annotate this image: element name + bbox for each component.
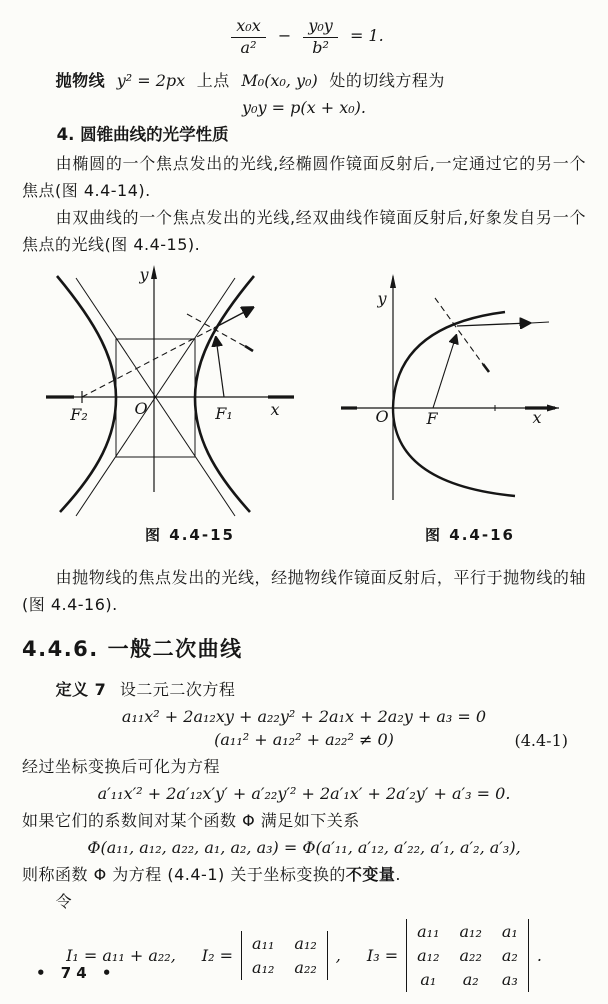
incident-ray-from-f xyxy=(433,336,456,408)
intro-end-text: 处的切线方程为 xyxy=(329,70,445,90)
equation-rhs: = 1. xyxy=(349,25,384,45)
det-cell: a₁₁ xyxy=(417,921,440,941)
coefficient-constraint-line xyxy=(22,730,586,749)
invariant-pre-text: 则称函数 Φ 为方程 (4.4-1) 关于坐标变换的 xyxy=(22,864,346,884)
y-axis-arrow xyxy=(390,274,396,288)
focus-f-label: F xyxy=(426,408,438,428)
det-cell: a₁₂ xyxy=(252,957,275,977)
coefficient-constraint: (a₁₁² + a₁₂² + a₂₂² ≠ 0) xyxy=(214,729,394,749)
i3-determinant xyxy=(406,919,529,992)
i2-separator: , xyxy=(335,945,341,965)
parabola-upper-branch xyxy=(393,312,505,408)
i3-lhs: I₃ = xyxy=(366,945,399,965)
reflected-ray xyxy=(214,308,252,328)
det-cell: a₃ xyxy=(501,969,518,989)
optics-heading: 4. 圆锥曲线的光学性质 xyxy=(56,124,229,144)
y-axis-arrow xyxy=(151,265,157,279)
parabola-lower-branch xyxy=(393,408,515,496)
dashed-tangent-end xyxy=(483,364,489,372)
x-axis-arrow xyxy=(547,404,559,411)
i2-determinant xyxy=(241,931,328,980)
dashed-tangent-end xyxy=(245,346,253,351)
det-cell: a₁₂ xyxy=(294,933,317,953)
figure-16-caption: 图 4.4-16 xyxy=(425,525,515,544)
invariant-definition-line xyxy=(22,861,586,888)
x-axis-label: x xyxy=(270,399,280,419)
fraction-x-term xyxy=(231,18,265,57)
parabola-label: 抛物线 xyxy=(55,70,106,90)
figure-parabola-reflection xyxy=(335,268,575,518)
invariant-i2 xyxy=(202,931,341,980)
incident-ray-from-f1 xyxy=(216,338,224,397)
reflected-ray-parallel-axis xyxy=(457,323,529,326)
det-cell: a₁₁ xyxy=(252,933,275,953)
det-cell: a₂₂ xyxy=(294,957,317,977)
asymptote-rectangle xyxy=(116,339,195,457)
det-cell: a₂ xyxy=(501,945,518,965)
paragraph-hyperbola-optics: 由双曲线的一个焦点发出的光线,经双曲线作镜面反射后,好象发自另一个焦点的光线(图 4.4-15). xyxy=(22,207,586,254)
phi-equation: Φ(a₁₁, a₁₂, a₂₂, a₁, a₂, a₃) = Φ(a′₁₁, a′₁₂, a′₂₂, a′₁, a′₂, a′₃), xyxy=(87,837,521,857)
dashed-tangent-line xyxy=(187,314,248,348)
det-cell: a₁ xyxy=(501,921,518,941)
invariant-i1: I₁ = a₁₁ + a₂₂, xyxy=(66,945,176,965)
parabola-tangent-equation: y₀y = p(x + x₀). xyxy=(242,97,366,117)
fraction-numerator: x₀x xyxy=(231,18,265,38)
transformed-equation: a′₁₁x′² + 2a′₁₂x′y′ + a′₂₂y′² + 2a′₁x′ + 2a′₂y′ + a′₃ = 0. xyxy=(97,783,511,803)
det-cell: a₁ xyxy=(420,969,437,989)
focus-f1-label: F₁ xyxy=(215,403,233,423)
definition-7-line xyxy=(22,676,586,703)
hyperbola-left-branch xyxy=(57,276,116,512)
fraction-y-term xyxy=(303,18,338,57)
det-cell: a₂₂ xyxy=(459,945,482,965)
figures-row xyxy=(22,262,586,558)
fraction-denominator: b² xyxy=(312,37,329,57)
y-axis-label: y xyxy=(139,264,149,284)
invariant-term: 不变量 xyxy=(345,864,396,884)
reflected-ray-extension xyxy=(531,322,549,323)
det-cell: a₂ xyxy=(462,969,479,989)
equation-number-tag: (4.4-1) xyxy=(514,730,568,750)
minus-operator: − xyxy=(277,25,292,45)
det-cell: a₁₂ xyxy=(459,921,482,941)
focus-f2-label: F₂ xyxy=(70,404,88,424)
parabola-equation-inline: y² = 2px xyxy=(116,70,186,90)
x-axis-label: x xyxy=(532,407,542,427)
parabola-tangent-intro xyxy=(22,67,586,94)
dashed-tangent-line xyxy=(435,298,485,367)
let-label: 令 xyxy=(55,891,73,911)
phi-relation-intro: 如果它们的系数间对某个函数 Φ 满足如下关系 xyxy=(22,810,360,830)
invariant-period: . xyxy=(395,864,401,884)
y-axis-label: y xyxy=(377,288,387,308)
fraction-denominator: a² xyxy=(240,37,257,57)
definition-text: 设二元二次方程 xyxy=(119,679,236,699)
fraction-numerator: y₀y xyxy=(303,18,338,38)
intro-mid-text: 上点 xyxy=(196,70,230,90)
figure-15-caption: 图 4.4-15 xyxy=(145,525,235,544)
point-m0-inline: M₀(x₀, y₀) xyxy=(241,70,318,90)
section-heading: 4.4.6. 一般二次曲线 xyxy=(22,636,243,661)
general-quadratic-equation: a₁₁x² + 2a₁₂xy + a₂₂y² + 2a₁x + 2a₂y + a₃ = 0 xyxy=(121,706,487,726)
paragraph-ellipse-optics: 由椭圆的一个焦点发出的光线,经椭圆作镜面反射后,一定通过它的另一个焦点(图 4.4-14). xyxy=(22,153,586,200)
figure-hyperbola-reflection xyxy=(42,262,324,520)
paragraph-parabola-optics: 由抛物线的焦点发出的光线，经抛物线作镜面反射后，平行于抛物线的轴(图 4.4-16). xyxy=(22,567,586,614)
hyperbola-tangent-equation xyxy=(22,18,586,57)
definition-label: 定义 7 xyxy=(55,679,107,699)
origin-label: O xyxy=(134,398,148,418)
transform-intro: 经过坐标变换后可化为方程 xyxy=(22,756,221,776)
det-cell: a₁₂ xyxy=(417,945,440,965)
i2-lhs: I₂ = xyxy=(201,945,234,965)
page-number: • 74 • xyxy=(36,964,117,982)
origin-label: O xyxy=(375,406,389,426)
invariant-i3 xyxy=(367,919,542,992)
i3-period: . xyxy=(536,945,542,965)
